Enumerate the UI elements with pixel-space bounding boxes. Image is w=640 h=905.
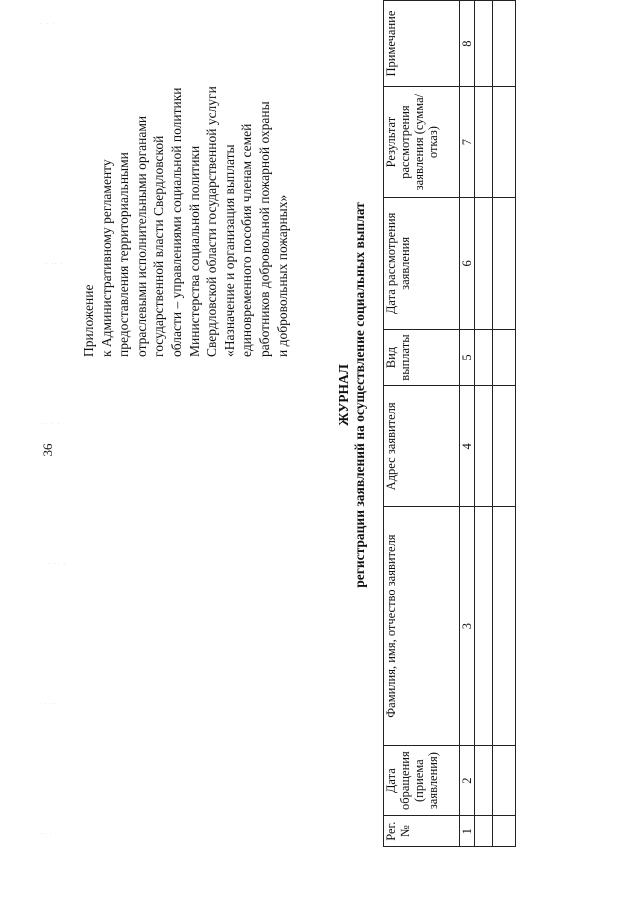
- journal-title: ЖУРНАЛ: [336, 364, 351, 426]
- scan-artifact: · · ·: [40, 20, 56, 28]
- scan-artifact: ·· · ·: [42, 420, 61, 428]
- table-cell: [493, 329, 516, 386]
- table-number-row: [460, 1, 475, 847]
- table-cell: [493, 87, 516, 198]
- header-request-date: Дата обращения (приема заявления): [384, 745, 460, 816]
- header-review-date: Дата рассмотрения заявления: [384, 198, 460, 330]
- table-row: [493, 1, 516, 847]
- column-number: 1: [460, 816, 475, 847]
- column-number: 2: [460, 745, 475, 816]
- table-cell: [475, 816, 493, 847]
- appendix-line: предоставления территориальными: [116, 152, 132, 357]
- header-address: Адрес заявителя: [384, 386, 460, 507]
- column-number: 5: [460, 329, 475, 386]
- header-payment-type: Вид выплаты: [384, 329, 460, 386]
- table-cell: [493, 745, 516, 816]
- appendix-line: отраслевыми исполнительными органами: [133, 115, 149, 357]
- header-reg-no: Рег. №: [384, 816, 460, 847]
- appendix-line: Министерства социальной политики: [186, 145, 202, 357]
- appendix-line: Свердловской области государственной услуги: [204, 86, 220, 357]
- table-cell: [475, 745, 493, 816]
- column-number: 8: [460, 1, 475, 87]
- appendix-block: [80, 57, 291, 357]
- table-cell: [475, 198, 493, 330]
- column-number: 7: [460, 87, 475, 198]
- table-cell: [475, 507, 493, 746]
- table-cell: [475, 386, 493, 507]
- header-review-result: Результат рассмотрения заявления (сумма/отказ): [384, 87, 460, 198]
- table-cell: [493, 198, 516, 330]
- table-cell: [475, 1, 493, 87]
- appendix-line: области – управлениями социальной политики: [168, 87, 184, 357]
- table-header-row: [384, 1, 460, 847]
- appendix-line: работников добровольной пожарной охраны: [256, 101, 272, 357]
- table-cell: [493, 1, 516, 87]
- scan-artifact: · ·· ·: [48, 560, 67, 568]
- appendix-line: «Назначение и организация выплаты: [221, 144, 237, 357]
- header-full-name: Фамилия, имя, отчество заявителя: [384, 507, 460, 746]
- appendix-line: и добровольных пожарных»: [274, 194, 290, 357]
- table-cell: [475, 329, 493, 386]
- appendix-line: государственной власти Свердловской: [151, 135, 167, 357]
- appendix-line: к Административному регламенту: [98, 159, 114, 357]
- journal-subtitle: регистрации заявлений на осуществление социальных выплат: [352, 202, 367, 588]
- column-number: 3: [460, 507, 475, 746]
- column-number: 4: [460, 386, 475, 507]
- table-cell: [493, 386, 516, 507]
- table-cell: [475, 87, 493, 198]
- scan-artifact: · ··: [44, 700, 57, 708]
- column-number: 6: [460, 198, 475, 330]
- page-number: 36: [40, 443, 55, 457]
- table-row: [475, 1, 493, 847]
- appendix-line: Приложение: [81, 284, 96, 357]
- table-cell: [493, 816, 516, 847]
- scan-artifact: · ·· ·: [45, 260, 64, 268]
- header-note: Примечание: [384, 1, 460, 87]
- journal-heading: [336, 5, 368, 785]
- appendix-line: единовременного пособия членам семей: [239, 123, 255, 357]
- scan-artifact: ·· ·: [40, 830, 53, 838]
- registration-table: [383, 0, 516, 847]
- table-cell: [493, 507, 516, 746]
